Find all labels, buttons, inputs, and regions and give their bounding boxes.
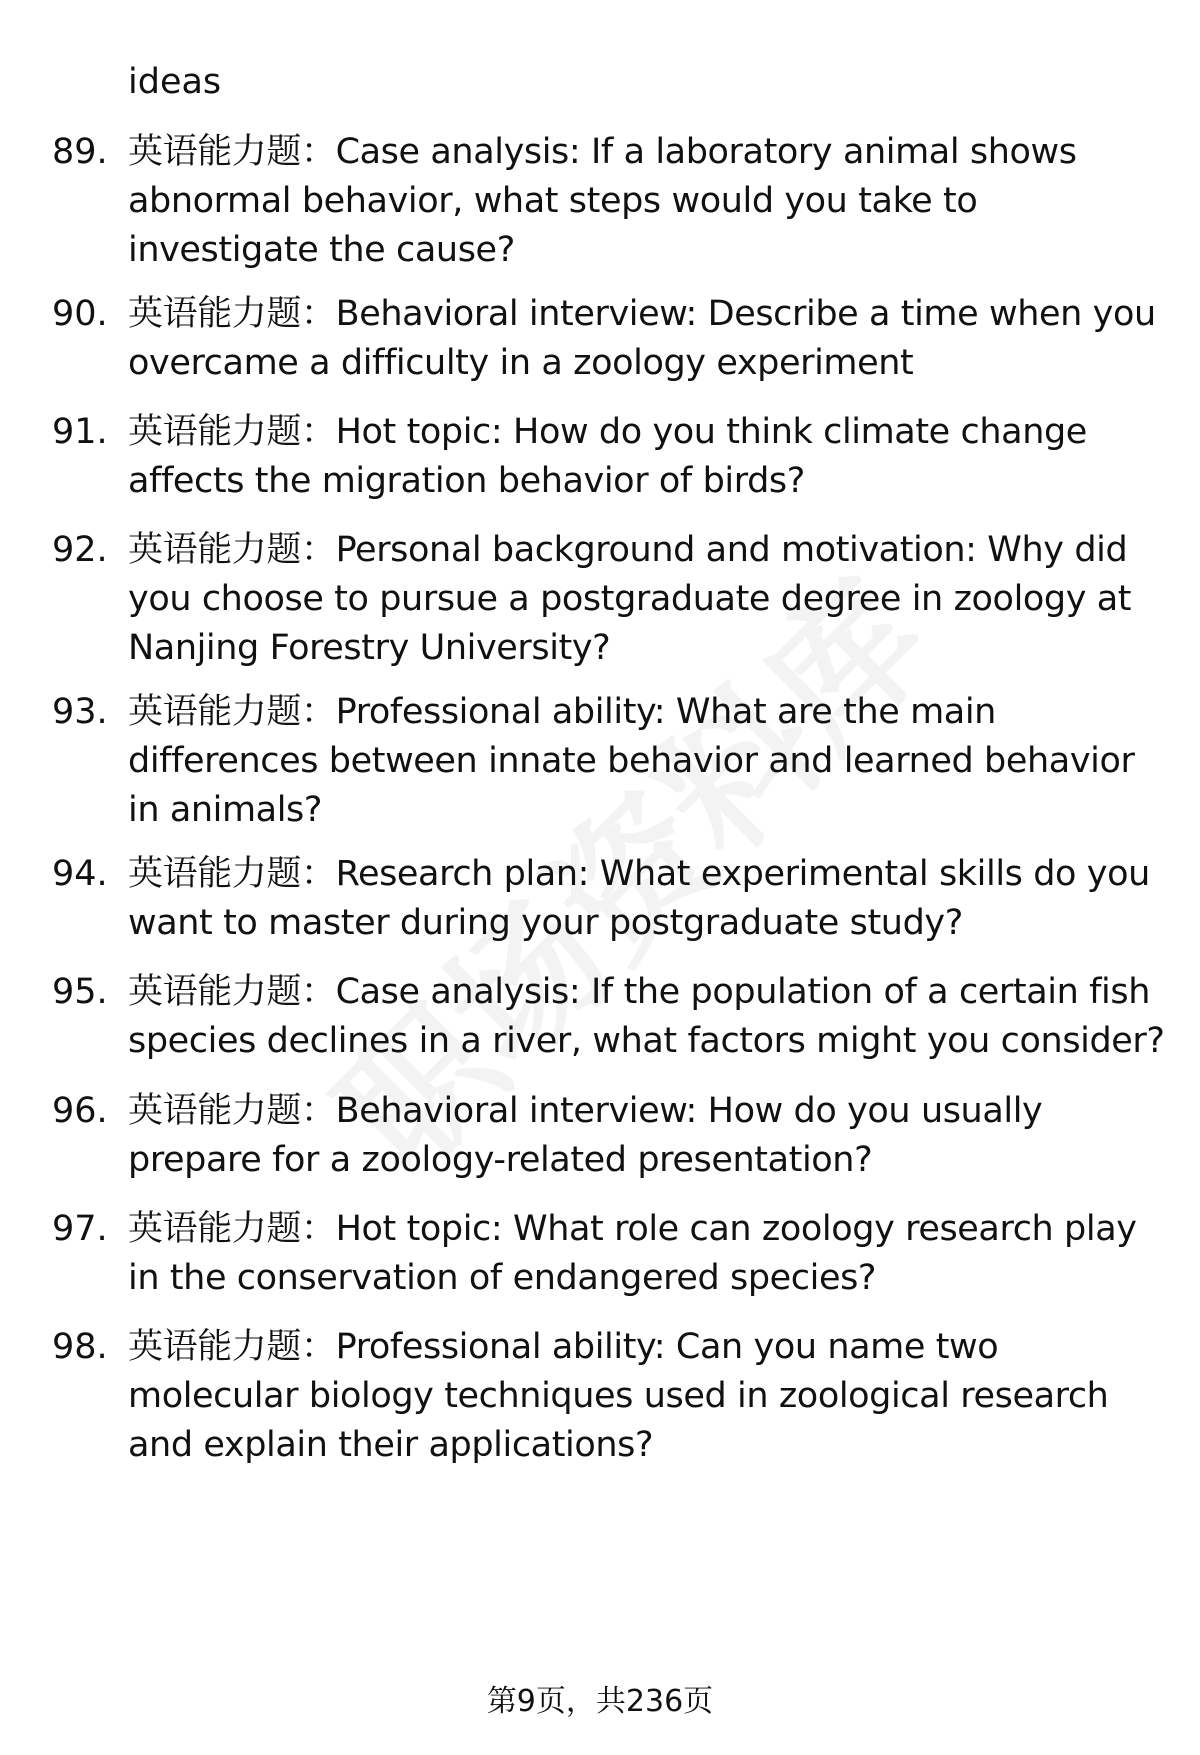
question-text: 英语能力题：Professional ability: What are the main differences between innate behavior and learned behavior in animals?: [128, 692, 1135, 830]
question-number: 95.: [52, 972, 108, 1012]
question-number: 93.: [52, 692, 108, 732]
question-text: 英语能力题：Hot topic: How do you think climate change affects the migration behavior of birds?: [128, 412, 1087, 501]
question-text: 英语能力题：Hot topic: What role can zoology research play in the conservation of endangered species?: [128, 1209, 1137, 1298]
question-number: 92.: [52, 530, 108, 570]
question-number: 96.: [52, 1091, 108, 1131]
page-footer: 第9页，共236页: [486, 1684, 714, 1719]
continuation-text: ideas: [128, 62, 222, 102]
question-number: 97.: [52, 1209, 108, 1249]
question-text: 英语能力题：Personal background and motivation: Why did you choose to pursue a postgraduate degree in zoology at Nanjing Forestry University?: [128, 530, 1132, 668]
question-text: 英语能力题：Behavioral interview: Describe a time when you overcame a difficulty in a zoology experiment: [128, 294, 1156, 383]
question-text: 英语能力题：Case analysis: If the population of a certain fish species declines in a river, what factors might you consider?: [128, 972, 1165, 1061]
question-text: 英语能力题：Case analysis: If a laboratory animal shows abnormal behavior, what steps would you take to investigate the cause?: [128, 132, 1077, 270]
question-number: 90.: [52, 294, 108, 334]
question-text: 英语能力题：Behavioral interview: How do you usually prepare for a zoology-related presentation?: [128, 1091, 1043, 1180]
question-number: 91.: [52, 412, 108, 452]
question-text: 英语能力题：Research plan: What experimental skills do you want to master during your postgraduate study?: [128, 854, 1150, 943]
question-number: 89.: [52, 132, 108, 172]
question-text: 英语能力题：Professional ability: Can you name two molecular biology techniques used in zoological research and explain their applications?: [128, 1327, 1109, 1465]
question-number: 98.: [52, 1327, 108, 1367]
question-number: 94.: [52, 854, 108, 894]
